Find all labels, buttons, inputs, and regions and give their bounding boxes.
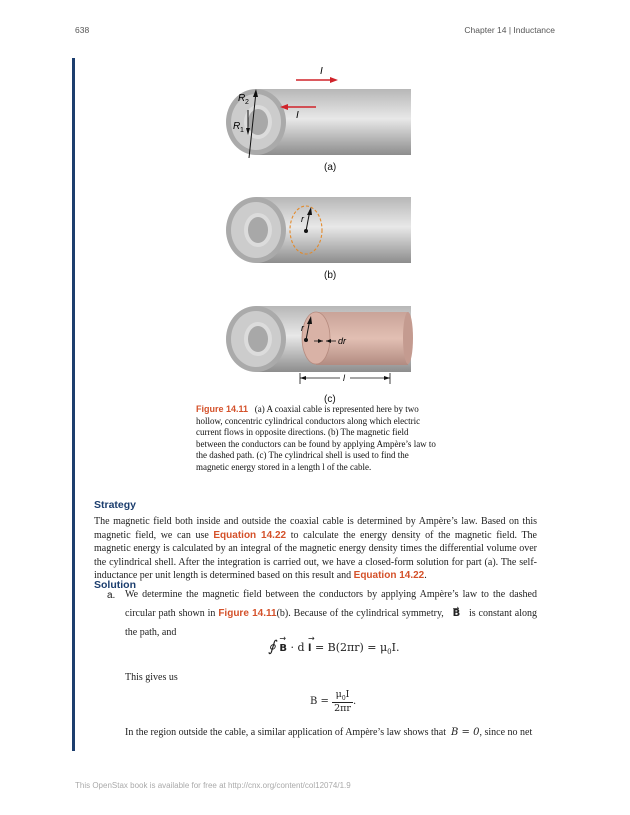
- subfigure-b-label: (b): [324, 270, 337, 281]
- margin-bar: [72, 58, 75, 751]
- eq2-num-sub: 0: [341, 694, 346, 702]
- page-number: 638: [75, 25, 90, 35]
- eq1-end: I.: [391, 641, 400, 654]
- solution-item-text: [125, 585, 537, 642]
- solution-text-5: , since no net: [479, 727, 533, 738]
- ampere-law-equation: ∮ → $B \cdot d \to l = B(2\pi r) = \mu_0I$.: [268, 637, 399, 656]
- vector-B: → B: [453, 608, 461, 619]
- figure-caption: [196, 404, 436, 473]
- eq2-den: 2πr: [334, 702, 351, 714]
- eq1-vec-l: → l: [308, 643, 311, 654]
- label-r2-sub: 2: [245, 99, 249, 106]
- label-current-inner: I: [296, 110, 299, 121]
- solution-text-4: In the region outside the cable, a similar application of Ampère’s law shows that: [125, 727, 447, 738]
- label-r1: R: [233, 121, 241, 132]
- cable-c: [226, 306, 413, 384]
- eq1-dot: · d: [290, 641, 305, 654]
- chapter-title: Chapter 14 | Inductance: [464, 25, 555, 35]
- equation-link-1[interactable]: Equation 14.22: [213, 529, 287, 541]
- subfigure-a-label: (a): [324, 162, 337, 173]
- solution-text-1: We determine the magnetic field between the conductors by applying Ampère’s law to the dashed circular path shown in: [125, 589, 537, 619]
- outside-region-text: [125, 726, 537, 740]
- strategy-heading: Strategy: [94, 499, 137, 511]
- footer-note: This OpenStax book is available for free at http://cnx.org/content/col12074/1.9: [75, 781, 351, 790]
- eq1-vec-B: → B: [279, 643, 287, 654]
- figure-label: Figure 14.11: [196, 404, 249, 414]
- eq1-rhs: = B(2πr) = μ: [314, 641, 388, 654]
- eq1-sub: 0: [387, 648, 392, 657]
- eq2-num-end: I: [345, 689, 350, 700]
- label-r-c: r: [301, 323, 304, 333]
- figure-link[interactable]: Figure 14.11: [218, 608, 277, 619]
- gives-text: This gives us: [125, 672, 178, 683]
- label-dr: dr: [338, 336, 347, 346]
- strategy-paragraph: [94, 515, 537, 583]
- eq2-fraction: [332, 689, 353, 714]
- strategy-text-3: .: [424, 570, 427, 582]
- label-r1-sub: 1: [240, 127, 244, 134]
- strategy-text-2: to calculate the energy density of the magnetic field. The magnetic energy is calculated by an integral of the magnetic energy density times the differential volume over the cylindrical shell. After the integration is carried out, we have a closed-form solution for part (a). The self-inductance per unit length is determined based on this result and: [94, 529, 537, 582]
- eq2-lhs: B =: [310, 695, 329, 707]
- equation-link-2[interactable]: Equation 14.22: [353, 570, 425, 582]
- solution-text-3: is constant along the path, and: [125, 608, 538, 638]
- solution-text-2: (b). Because of the cylindrical symmetry,: [276, 608, 444, 619]
- label-r2: R: [238, 93, 246, 104]
- solution-heading: Solution: [94, 579, 136, 591]
- caption-text: (a) A coaxial cable is represented here by two hollow, concentric cylindrical conductors along which electric current flows in opposite directions. (b) The magnetic field between the conductors can be found by applying Ampère’s law to the dashed path. (c) The cylindrical shell is used to find the magnetic energy stored in a length l of the cable.: [196, 404, 436, 472]
- eq2-num: μ: [335, 689, 342, 700]
- label-current-top: I: [320, 66, 323, 77]
- subfigure-c-label: (c): [324, 394, 336, 405]
- label-r-b: r: [301, 214, 304, 224]
- coaxial-figure: [196, 60, 436, 405]
- strategy-text-1: The magnetic field both inside and outside the coaxial cable is determined by Ampère’s law. Based on this magnetic field, we can use: [94, 516, 537, 541]
- field-equation: [310, 689, 356, 714]
- label-length: l: [343, 373, 345, 383]
- cable-b: [226, 197, 411, 263]
- b-zero-equation: B = 0: [451, 727, 480, 738]
- cable-a: [226, 66, 411, 158]
- eq2-dot: .: [352, 695, 357, 707]
- item-label: a.: [107, 590, 116, 601]
